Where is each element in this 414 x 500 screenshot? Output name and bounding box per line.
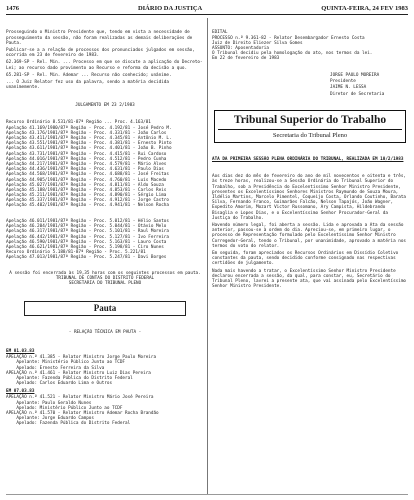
table-row: Apelação 46.011/1981/87ª Região - Proc. 5.012/81 - Hélio Santos (6, 219, 169, 225)
pauta-entry: Apelante: Fazenda Pública do Distrito Federal (6, 375, 133, 381)
intro-paragraph: Prosseguindo o Ministro Presidente que, tendo em vista a necessidade de prosseguimento da sessão, não foram realizadas as demais deliberações de Pauta. (6, 30, 193, 46)
body-paragraph: Nada mais havendo a tratar, o Excelentíssimo Senhor Ministro Presidente declarou encerrada a sessão, da qual, para constar, eu, Secretário do Tribunal Pleno, lavrei a presente ata, que vai assinada pelo Excelentíssimo Senhor Ministro Presidente. (212, 268, 407, 290)
table-title: JULGAMENTO EM 23 2/1983 (75, 102, 135, 108)
body-paragraph: Em seguida, foram apreciados os Recursos Ordinários em Dissídio Coletivo constantes da pauta, sendo decidido conforme consignado nas respectivas certidões de julgamento. (212, 251, 399, 267)
table-row: Apelação 45.337/1981/87ª Região - Proc. 4.912/81 - Jorge Castro (6, 198, 169, 204)
intro-paragraph: 65.281-SP - Rel. Min. Ademar ... Recurso não conhecido; unânime. (6, 72, 172, 78)
pauta-entry: APELAÇÃO n.º 41.570 - Relator Ministro Ademar Rocha Brandão (6, 411, 159, 417)
table-row: Apelação 46.204/1981/87ª Região - Proc. 5.044/81 - Otávio Melo (6, 224, 167, 230)
table-row: Apelação 44.905/1981/87ª Região - Proc. 4.760/81 - Luís Macedo (6, 177, 167, 183)
session-date: EM 07.03.83 (6, 389, 35, 395)
closing-lines (6, 271, 204, 287)
table-row: Apelação 41.169/1980/87ª Região - Proc. 4.192/81 - José Pedro M. (6, 125, 172, 131)
pauta-entry: Apelante: Ministério Público Junto ao TCDF (6, 360, 125, 366)
left-intro (6, 30, 204, 90)
judgment-table-continued (6, 219, 204, 261)
pauta-entry: Apelado: Fazenda Pública do Distrito Federal (6, 421, 131, 427)
pauta-box (24, 301, 186, 316)
table-row: Apelação 46.621/1981/87ª Região - Proc. 5.198/81 - Ciro Nunes (6, 244, 164, 250)
pauta-entry: Apelado: Ministério Público Junto ao TCDF (6, 405, 123, 411)
body-paragraph: Aos dias dez do mês de fevereiro do ano de mil novecentos e oitenta e três, às treze horas, realizou-se a Sessão Ordinária do Tribunal Superior do Trabalho, sob a Presidência do Excelentíssimo Senhor Ministro Presidente, presentes os Excelentíssimos Senhores Ministros Raymundo de Souza Moura, Ildélio Martins, Marcelo Pimentel, Coqueijo Costa, Orlando Coutinho, Barata Silva, Fernando Franco, Guimarães Falcão, Nelson Tapajós, João Wagner, Expedito Amorim, Mozart Victor Russomano, Ary Campista, Hildebrando Bisaglia e Lopes Dias, e o Excelentíssimo Senhor Procurador-Geral da Justiça do Trabalho. (212, 174, 407, 221)
signature-line: JAIME N. LESSA (330, 85, 367, 91)
table-row: Apelação 44.217/1981/87ª Região - Proc. 4.579/81 - Mário Alves (6, 161, 167, 167)
table-row: Recurso Ordinário 5.188/81-87ª Região - Proc. 5.221/81 (6, 250, 146, 256)
column-divider (207, 18, 208, 494)
pauta-entry: Apelante: Jorge Eduardo Campos (6, 416, 94, 422)
table-row: Apelação 44.568/1981/87ª Região - Proc. 4.688/81 - José Freitas (6, 172, 169, 178)
pauta-note: - RELAÇÃO TÉCNICA EM PAUTA - (68, 330, 142, 336)
table-row: Apelação 46.442/1981/87ª Região - Proc. 5.127/81 - Ivo Ferreira (6, 234, 169, 240)
pauta-entry: Apelado: Carlos Eduardo Lima e Outros (6, 381, 113, 387)
table-row: Apelação 43.611/1981/87ª Região - Proc. 4.401/81 - João B. Pinho (6, 146, 172, 152)
dated-blocks (6, 349, 204, 427)
table-row: Apelação 43.176/1981/87ª Região - Proc. 4.331/81 - João Carlos (6, 130, 167, 136)
left-column (6, 20, 204, 494)
table-row: Apelação 46.317/1981/87ª Região - Proc. 5.101/81 - Raul Moreira (6, 229, 169, 235)
ata-title: ATA DA PRIMEIRA SESSÃO PLENA ORDINÁRIA DO TRIBUNAL, REALIZADA EM 10/2/1983 (212, 156, 404, 162)
notice-line: EDITAL (212, 30, 228, 36)
table-row: Recurso Ordinário 8.531/81-87ª Região ... Proc. 4.163/81 (6, 120, 151, 126)
table-row: Apelação 46.590/1981/87ª Região - Proc. 5.163/81 - Lauro Costa (6, 239, 167, 245)
top-notice (212, 30, 408, 61)
issue-date: QUINTA-FEIRA, 24 FEV 1983 (321, 5, 408, 12)
tst-subtitle: Secretaria do Tribunal Pleno (218, 129, 402, 140)
intro-paragraph: ... O Juiz Relator fez uso da palavra, sendo a matéria decidida unanimemente. (6, 80, 169, 91)
signature-line: Diretor de Secretaria (330, 91, 385, 97)
ata-body (212, 174, 408, 289)
session-date: EM 01.03.83 (6, 348, 35, 354)
footer-rule (6, 494, 408, 495)
notice-line: O Tribunal decidiu pela homologação do ato, nos termos da lei. (212, 51, 373, 57)
closing-line: A sessão foi encerrada às 19,35 horas com os seguintes processos em pauta. (9, 270, 201, 276)
table-row: Apelação 43.731/1981/87ª Região - Proc. 4.415/81 - Rui Cardoso (6, 151, 167, 157)
pauta-entry: APELAÇÃO n.º 41.385 - Relator Ministro Jorge Paulo Moreira (6, 355, 157, 361)
table-row: Apelação 44.016/1981/87ª Região - Proc. 4.512/81 - Pedro Cunha (6, 156, 167, 162)
journal-title: DIÁRIO DA JUSTIÇA (137, 5, 203, 12)
notice-line: PROCESSO n.º 9.361-82 - Relator Desembargador Ernesto Costa (212, 35, 365, 41)
page-number: 1476 (6, 5, 19, 12)
notice-line: ASSUNTO: Aposentadoria (212, 45, 269, 51)
table-row: Apelação 47.013/1981/87ª Região - Proc. 5.247/81 - Davi Borges (6, 255, 167, 261)
table-row: Apelação 45.402/1981/87ª Região - Proc. 4.941/81 - Nelson Rocha (6, 203, 169, 209)
pauta-entry: APELAÇÃO n.º 41.521 - Relator Ministro Mário José Pereira (6, 395, 154, 401)
tst-title: Tribunal Superior do Trabalho (233, 114, 387, 127)
intro-paragraph: 62.369-SP - Rel. Min. ... Processo em que se discute a aplicação do Decreto-Lei; ao recurso dado provimento ao Recurso e reforma da decisão a quo. (6, 60, 203, 71)
signature-line: JORGE PAULO MOREIRA (330, 72, 380, 78)
closing-line: TRIBUNAL DE CONTAS DO DISTRITO FEDERAL (55, 276, 155, 282)
signature-line: Presidente (330, 79, 356, 85)
intro-paragraph: Publicar-se a a relação de processos dos pronunciados julgados em sessão, ocorrida em 23 de fevereiro de 1983. (6, 48, 195, 59)
pauta-entry: Apelante: Paulo Geraldo Nunes (6, 400, 92, 406)
header-rule (6, 14, 408, 15)
table-row: Apelação 43.411/1981/87ª Região - Proc. 4.345/81 - Antônio M. L. (6, 136, 172, 142)
tst-header-box (214, 110, 406, 143)
pauta-title: Pauta (93, 302, 117, 313)
table-row: Apelação 45.188/1981/87ª Região - Proc. 4.853/81 - Carlos Reis (6, 187, 167, 193)
signature-block (212, 73, 408, 97)
table-row: Apelação 43.551/1981/87ª Região - Proc. 4.381/81 - Ernesto Pinto (6, 141, 172, 147)
judgment-table (6, 120, 204, 208)
body-paragraph: Havendo número legal, foi aberta a sessão. Lida e aprovada a Ata da sessão anterior, passou-se à ordem do dia. Apreciou-se, em primeiro lugar, o processo de Representação formulado pelo Excelentíssimo Senhor Ministro Corregedor-Geral, tendo o Tribunal, por unanimidade, aprovado a matéria nos termos do voto do relator. (212, 223, 407, 249)
table-row: Apelação 44.436/1981/87ª Região - Proc. 4.631/81 - Paulo Dias (6, 167, 164, 173)
notice-line: Juiz de Direito Eliezer Silva Gomes (212, 40, 303, 46)
table-row: Apelação 45.027/1981/87ª Região - Proc. 4.811/81 - Aldo Souza (6, 182, 164, 188)
page-header (6, 4, 408, 13)
pauta-entry: Apelado: Ernesto Ferreira da Silva (6, 365, 105, 371)
closing-line: SECRETARIA DO TRIBUNAL PLENO (68, 281, 142, 287)
right-column (212, 20, 408, 494)
table-row: Apelação 45.211/1981/87ª Região - Proc. 4.890/81 - Sérgio Lima (6, 193, 167, 199)
pauta-entry: APELAÇÃO n.º 41.461 - Relator Ministro Luiz Dias Pereira (6, 370, 151, 376)
notice-line: Em 22 de fevereiro de 1983 (212, 56, 280, 62)
